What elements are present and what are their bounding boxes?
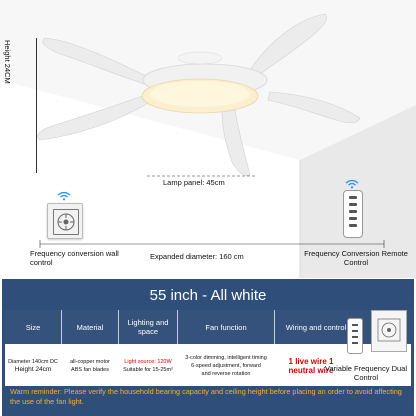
cell-fan-function [178, 346, 274, 386]
fan-rotation: and reverse rotation [201, 371, 251, 377]
header-wiring: Wiring and control [285, 322, 347, 332]
wall-control-label: Frequency conversion wall control [30, 249, 119, 267]
remote-control-icon [347, 318, 363, 354]
cell-size [5, 346, 61, 386]
header-material: Material [76, 322, 104, 332]
height-dimension-label [2, 40, 14, 130]
wiring-neutral: neutral wire [288, 366, 334, 375]
dual-control-label: Variable Frequency Dual Control [325, 364, 407, 382]
lighting-source: Light source: 120W [124, 359, 172, 365]
cell-lighting [119, 346, 177, 386]
fan-speed: 6-speed adjustment, forward [191, 363, 261, 369]
wall-switch-icon [371, 310, 407, 352]
material-blades: ABS fan blades [71, 367, 109, 373]
warning-text: Warm reminder: Please verify the household bearing capacity and ceiling height before placing an order to avoid affecting the use of the fan light. [10, 387, 402, 406]
remote-control-icon [343, 190, 363, 238]
header-lighting: Lighting and space [127, 318, 169, 336]
wiring-live: 1 live wire 1 [288, 357, 334, 366]
header-fan-function: Fan function [205, 322, 247, 332]
lamp-panel-label: Lamp panel: 45cm [163, 178, 225, 187]
height-dimension-line [36, 38, 37, 173]
remote-control-label: Frequency Conversion Remote Control [304, 249, 408, 267]
product-title: 55 inch - All white [149, 286, 267, 304]
cell-material [62, 346, 118, 386]
size-height: Height 24cm [14, 366, 52, 373]
header-size: Size [25, 322, 41, 332]
material-motor: all-copper motor [70, 359, 110, 365]
height-text: Height 24CM [3, 40, 12, 84]
size-diameter: Diameter 140cm DC [8, 359, 58, 365]
fan-dimming: 3-color dimming, intelligent timing [185, 355, 267, 361]
lighting-space: Suitable for 15-25m² [123, 367, 173, 373]
expanded-diameter-label: Expanded diameter: 160 cm [150, 252, 244, 261]
wall-switch-icon [47, 203, 83, 239]
